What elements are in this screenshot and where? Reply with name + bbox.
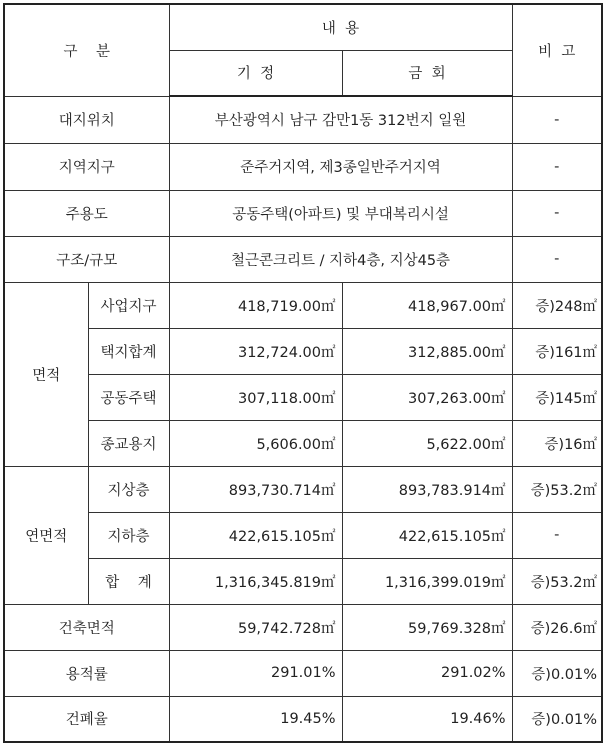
row-value: 준주거지역, 제3종일반주거지역 xyxy=(169,143,512,190)
current-value: 418,967.00㎡ xyxy=(342,282,512,328)
existing-value: 418,719.00㎡ xyxy=(169,282,342,328)
note-value: 증)0.01% xyxy=(512,650,602,696)
existing-value: 307,118.00㎡ xyxy=(169,374,342,420)
existing-value: 312,724.00㎡ xyxy=(169,328,342,374)
row-value: 공동주택(아파트) 및 부대복리시설 xyxy=(169,190,512,236)
current-value: 893,783.914㎡ xyxy=(342,466,512,512)
sub-label: 합 계 xyxy=(88,558,169,604)
current-value: 1,316,399.019㎡ xyxy=(342,558,512,604)
group-label-area: 면적 xyxy=(4,282,88,466)
note-value: 증)161㎡ xyxy=(512,328,602,374)
sub-label: 택지합계 xyxy=(88,328,169,374)
header-category: 구 분 xyxy=(4,4,169,96)
sub-label: 지하층 xyxy=(88,512,169,558)
row-label: 대지위치 xyxy=(4,96,169,143)
header-note: 비 고 xyxy=(512,4,602,96)
row-label: 건폐율 xyxy=(4,696,169,742)
row-label: 주용도 xyxy=(4,190,169,236)
existing-value: 422,615.105㎡ xyxy=(169,512,342,558)
sub-label: 지상층 xyxy=(88,466,169,512)
note-value: 증)53.2㎡ xyxy=(512,558,602,604)
current-value: 422,615.105㎡ xyxy=(342,512,512,558)
existing-value: 19.45% xyxy=(169,696,342,742)
current-value: 59,769.328㎡ xyxy=(342,604,512,650)
row-note: - xyxy=(512,190,602,236)
current-value: 312,885.00㎡ xyxy=(342,328,512,374)
note-value: 증)145㎡ xyxy=(512,374,602,420)
row-label: 용적률 xyxy=(4,650,169,696)
sub-label: 공동주택 xyxy=(88,374,169,420)
current-value: 19.46% xyxy=(342,696,512,742)
header-content: 내 용 xyxy=(169,4,512,50)
row-value: 철근콘크리트 / 지하4층, 지상45층 xyxy=(169,236,512,282)
row-value: 부산광역시 남구 감만1동 312번지 일원 xyxy=(169,96,512,143)
existing-value: 291.01% xyxy=(169,650,342,696)
header-current: 금 회 xyxy=(342,50,512,96)
group-label-floor-area: 연면적 xyxy=(4,466,88,604)
sub-label: 사업지구 xyxy=(88,282,169,328)
note-value: 증)248㎡ xyxy=(512,282,602,328)
note-value: 증)26.6㎡ xyxy=(512,604,602,650)
existing-value: 59,742.728㎡ xyxy=(169,604,342,650)
existing-value: 893,730.714㎡ xyxy=(169,466,342,512)
current-value: 291.02% xyxy=(342,650,512,696)
building-overview-table xyxy=(3,3,603,743)
row-label: 지역지구 xyxy=(4,143,169,190)
row-note: - xyxy=(512,96,602,143)
existing-value: 5,606.00㎡ xyxy=(169,420,342,466)
note-value: - xyxy=(512,512,602,558)
row-label: 건축면적 xyxy=(4,604,169,650)
current-value: 307,263.00㎡ xyxy=(342,374,512,420)
row-note: - xyxy=(512,236,602,282)
sub-label: 종교용지 xyxy=(88,420,169,466)
existing-value: 1,316,345.819㎡ xyxy=(169,558,342,604)
current-value: 5,622.00㎡ xyxy=(342,420,512,466)
row-label: 구조/규모 xyxy=(4,236,169,282)
note-value: 증)16㎡ xyxy=(512,420,602,466)
header-existing: 기 정 xyxy=(169,50,342,96)
row-note: - xyxy=(512,143,602,190)
note-value: 증)0.01% xyxy=(512,696,602,742)
note-value: 증)53.2㎡ xyxy=(512,466,602,512)
